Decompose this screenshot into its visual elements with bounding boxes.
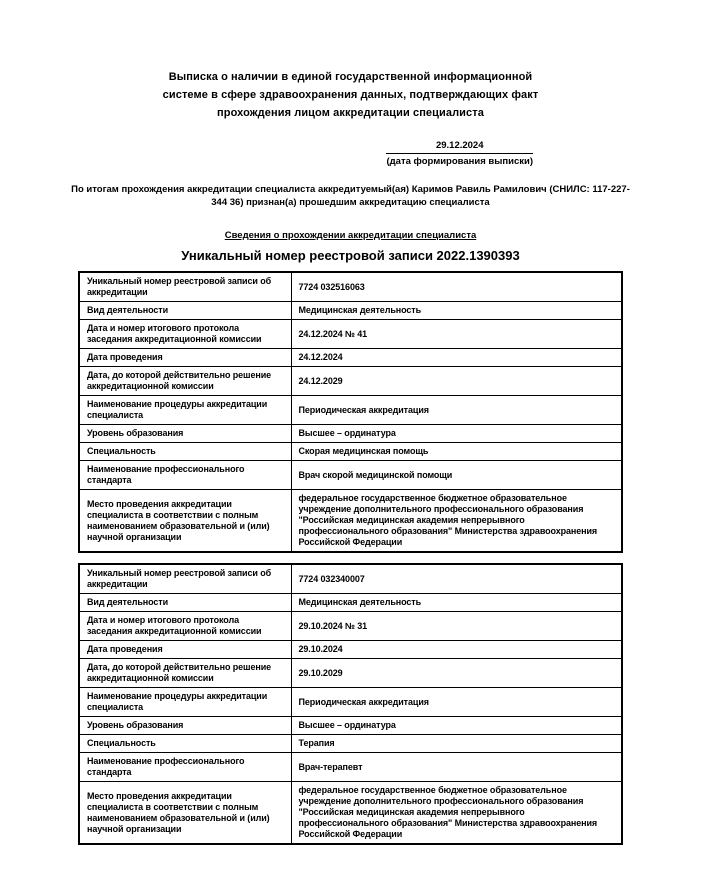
table-row: [79, 782, 622, 845]
table-row: [79, 594, 622, 612]
field-label-cell: Дата проведения: [79, 641, 291, 659]
field-value-cell: Высшее – ординатура: [291, 717, 622, 735]
table-row: [79, 735, 622, 753]
field-label-cell: Уникальный номер реестровой записи об аккредитации: [79, 564, 291, 594]
table-row: [79, 443, 622, 461]
formation-date-block: [386, 140, 533, 167]
statement-line: По итогам прохождения аккредитации специалиста аккредитуемый(ая) Каримов Равиль Рамилович (СНИЛС: 117-227-: [71, 184, 630, 195]
table-row: [79, 564, 622, 594]
field-value-cell: Врач скорой медицинской помощи: [291, 461, 622, 490]
table-row: [79, 272, 622, 302]
field-value-cell: Скорая медицинская помощь: [291, 443, 622, 461]
table-row: [79, 425, 622, 443]
field-label-cell: Уровень образования: [79, 717, 291, 735]
table-row: [79, 717, 622, 735]
field-label-cell: Уникальный номер реестровой записи об аккредитации: [79, 272, 291, 302]
field-label-cell: Дата и номер итогового протокола заседания аккредитационной комиссии: [79, 320, 291, 349]
field-label-cell: Наименование процедуры аккредитации специалиста: [79, 396, 291, 425]
field-value-cell: федеральное государственное бюджетное образовательное учреждение дополнительного профессионального образования "Российская медицинская академия непрерывного профессионального образования" Министерства здравоохранения Российской Федерации: [291, 782, 622, 845]
document-title: [0, 68, 701, 122]
field-value-cell: Медицинская деятельность: [291, 302, 622, 320]
field-value-cell: 29.10.2024 № 31: [291, 612, 622, 641]
table-row: [79, 320, 622, 349]
field-label-cell: Дата, до которой действительно решение аккредитационной комиссии: [79, 367, 291, 396]
field-label-cell: Вид деятельности: [79, 302, 291, 320]
field-label-cell: Дата, до которой действительно решение аккредитационной комиссии: [79, 659, 291, 688]
field-label-cell: Вид деятельности: [79, 594, 291, 612]
accreditation-record-table-1: [78, 271, 623, 553]
table-row: [79, 612, 622, 641]
field-label-cell: Место проведения аккредитации специалиста в соответствии с полным наименованием образовательной и (или) научной организации: [79, 782, 291, 845]
field-label-cell: Специальность: [79, 735, 291, 753]
accreditation-statement: [0, 183, 701, 209]
record-number-heading: Уникальный номер реестровой записи 2022.1390393: [181, 248, 520, 263]
table-row: [79, 302, 622, 320]
table-row: [79, 349, 622, 367]
field-label-cell: Место проведения аккредитации специалиста в соответствии с полным наименованием образовательной и (или) научной организации: [79, 490, 291, 553]
field-value-cell: федеральное государственное бюджетное образовательное учреждение дополнительного профессионального образования "Российская медицинская академия непрерывного профессионального образования" Министерства здравоохранения Российской Федерации: [291, 490, 622, 553]
field-value-cell: 24.12.2029: [291, 367, 622, 396]
field-value-cell: 24.12.2024 № 41: [291, 320, 622, 349]
field-label-cell: Наименование профессионального стандарта: [79, 461, 291, 490]
field-label-cell: Наименование процедуры аккредитации специалиста: [79, 688, 291, 717]
field-label-cell: Дата проведения: [79, 349, 291, 367]
accreditation-record-table-2: [78, 563, 623, 845]
document-title-line: системе в сфере здравоохранения данных, подтверждающих факт: [162, 89, 539, 101]
field-value-cell: Периодическая аккредитация: [291, 688, 622, 717]
field-label-cell: Наименование профессионального стандарта: [79, 753, 291, 782]
field-label-cell: Дата и номер итогового протокола заседания аккредитационной комиссии: [79, 612, 291, 641]
table-row: [79, 490, 622, 553]
field-value-cell: Врач-терапевт: [291, 753, 622, 782]
field-value-cell: Терапия: [291, 735, 622, 753]
field-value-cell: 7724 032340007: [291, 564, 622, 594]
table-row: [79, 396, 622, 425]
document-title-line: Выписка о наличии в единой государственной информационной: [168, 71, 533, 83]
document-title-line: прохождения лицом аккредитации специалиста: [217, 107, 484, 119]
table-row: [79, 367, 622, 396]
table-row: [79, 688, 622, 717]
field-value-cell: Высшее – ординатура: [291, 425, 622, 443]
table-row: [79, 461, 622, 490]
field-value-cell: 29.10.2024: [291, 641, 622, 659]
formation-date-caption: (дата формирования выписки): [386, 156, 533, 167]
field-value-cell: 7724 032516063: [291, 272, 622, 302]
field-value-cell: 29.10.2029: [291, 659, 622, 688]
table-row: [79, 659, 622, 688]
field-label-cell: Специальность: [79, 443, 291, 461]
table-row: [79, 641, 622, 659]
section-heading: Сведения о прохождении аккредитации специалиста: [224, 230, 477, 241]
statement-line: 344 36) признан(а) прошедшим аккредитацию специалиста: [211, 197, 490, 208]
field-value-cell: 24.12.2024: [291, 349, 622, 367]
formation-date-value: 29.12.2024: [386, 140, 533, 154]
table-row: [79, 753, 622, 782]
field-label-cell: Уровень образования: [79, 425, 291, 443]
field-value-cell: Медицинская деятельность: [291, 594, 622, 612]
field-value-cell: Периодическая аккредитация: [291, 396, 622, 425]
